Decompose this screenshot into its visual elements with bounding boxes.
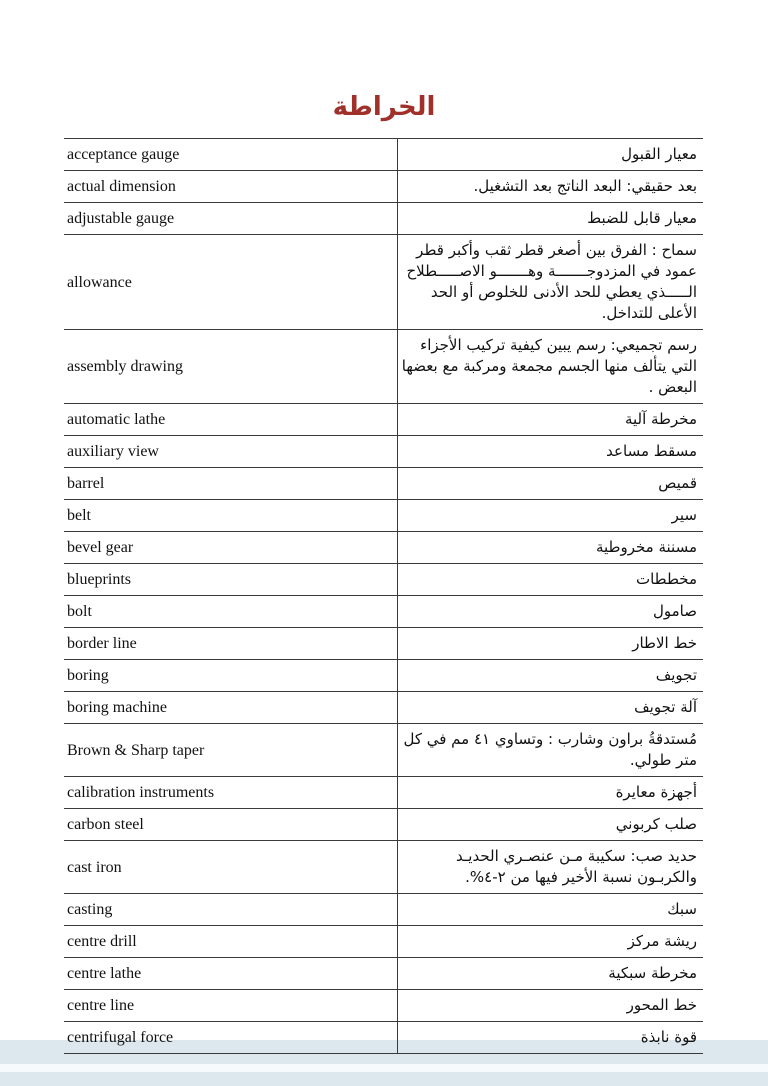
table-row bbox=[64, 436, 703, 468]
english-term: carbon steel bbox=[64, 809, 397, 841]
next-page-preview bbox=[0, 1064, 768, 1072]
arabic-term: مسننة مخروطية bbox=[397, 532, 703, 564]
arabic-term: مسقط مساعد bbox=[397, 436, 703, 468]
arabic-term: حديد صب: سكيبة مـن عنصـري الحديـد والكربـون نسبة الأخير فيها من ٢-٤%. bbox=[397, 841, 703, 894]
english-term: cast iron bbox=[64, 841, 397, 894]
arabic-term: تجويف bbox=[397, 660, 703, 692]
table-row bbox=[64, 958, 703, 990]
table-row bbox=[64, 404, 703, 436]
english-term: casting bbox=[64, 894, 397, 926]
arabic-term: آلة تجويف bbox=[397, 692, 703, 724]
table-row bbox=[64, 330, 703, 404]
arabic-term: خط المحور bbox=[397, 990, 703, 1022]
arabic-term: خط الاطار bbox=[397, 628, 703, 660]
arabic-term: ريشة مركز bbox=[397, 926, 703, 958]
table-row bbox=[64, 468, 703, 500]
glossary-table bbox=[64, 138, 703, 1054]
table-row bbox=[64, 139, 703, 171]
arabic-term: صامول bbox=[397, 596, 703, 628]
arabic-term: أجهزة معايرة bbox=[397, 777, 703, 809]
table-row bbox=[64, 628, 703, 660]
arabic-term: مخططات bbox=[397, 564, 703, 596]
english-term: centrifugal force bbox=[64, 1022, 397, 1054]
english-term: centre line bbox=[64, 990, 397, 1022]
english-term: border line bbox=[64, 628, 397, 660]
english-term: belt bbox=[64, 500, 397, 532]
table-row bbox=[64, 777, 703, 809]
table-row bbox=[64, 500, 703, 532]
arabic-term: مُستدقةُ براون وشارب : وتساوي ٤١ مم في كل متر طولي. bbox=[397, 724, 703, 777]
english-term: actual dimension bbox=[64, 171, 397, 203]
table-row bbox=[64, 990, 703, 1022]
arabic-term: سماح : الفرق بين أصغر قطر ثقب وأكبر قطر عمود في المزدوجـــــــة وهـــــــو الاصـــــطلاح الـــــذي يعطي للحد الأدنى للخلوص أو الحد الأعلى للتداخل. bbox=[397, 235, 703, 330]
english-term: calibration instruments bbox=[64, 777, 397, 809]
table-row bbox=[64, 692, 703, 724]
arabic-term: مخرطة سبكية bbox=[397, 958, 703, 990]
english-term: acceptance gauge bbox=[64, 139, 397, 171]
table-row bbox=[64, 1022, 703, 1054]
english-term: centre drill bbox=[64, 926, 397, 958]
page-title: الخراطة bbox=[332, 92, 436, 122]
english-term: automatic lathe bbox=[64, 404, 397, 436]
english-term: blueprints bbox=[64, 564, 397, 596]
arabic-term: قميص bbox=[397, 468, 703, 500]
table-row bbox=[64, 841, 703, 894]
table-row bbox=[64, 894, 703, 926]
arabic-term: مخرطة آلية bbox=[397, 404, 703, 436]
english-term: adjustable gauge bbox=[64, 203, 397, 235]
page-gap-band-bottom bbox=[0, 1072, 768, 1086]
table-row bbox=[64, 171, 703, 203]
arabic-term: بعد حقيقي: البعد الناتج بعد التشغيل. bbox=[397, 171, 703, 203]
arabic-term: معيار القبول bbox=[397, 139, 703, 171]
table-row bbox=[64, 564, 703, 596]
arabic-term: رسم تجميعي: رسم يبين كيفية تركيب الأجزاء التي يتألف منها الجسم مجمعة ومركبة مع بعضها البعض . bbox=[397, 330, 703, 404]
english-term: centre lathe bbox=[64, 958, 397, 990]
table-row bbox=[64, 660, 703, 692]
english-term: boring machine bbox=[64, 692, 397, 724]
english-term: bevel gear bbox=[64, 532, 397, 564]
glossary-table-body bbox=[64, 139, 703, 1054]
english-term: auxiliary view bbox=[64, 436, 397, 468]
arabic-term: سبك bbox=[397, 894, 703, 926]
table-row bbox=[64, 809, 703, 841]
table-row bbox=[64, 596, 703, 628]
arabic-term: قوة نابذة bbox=[397, 1022, 703, 1054]
table-row bbox=[64, 926, 703, 958]
english-term: bolt bbox=[64, 596, 397, 628]
english-term: Brown & Sharp taper bbox=[64, 724, 397, 777]
table-row bbox=[64, 203, 703, 235]
english-term: assembly drawing bbox=[64, 330, 397, 404]
arabic-term: معيار قابل للضبط bbox=[397, 203, 703, 235]
english-term: barrel bbox=[64, 468, 397, 500]
english-term: allowance bbox=[64, 235, 397, 330]
table-row bbox=[64, 235, 703, 330]
table-row bbox=[64, 724, 703, 777]
arabic-term: سير bbox=[397, 500, 703, 532]
english-term: boring bbox=[64, 660, 397, 692]
arabic-term: صلب كربوني bbox=[397, 809, 703, 841]
table-row bbox=[64, 532, 703, 564]
